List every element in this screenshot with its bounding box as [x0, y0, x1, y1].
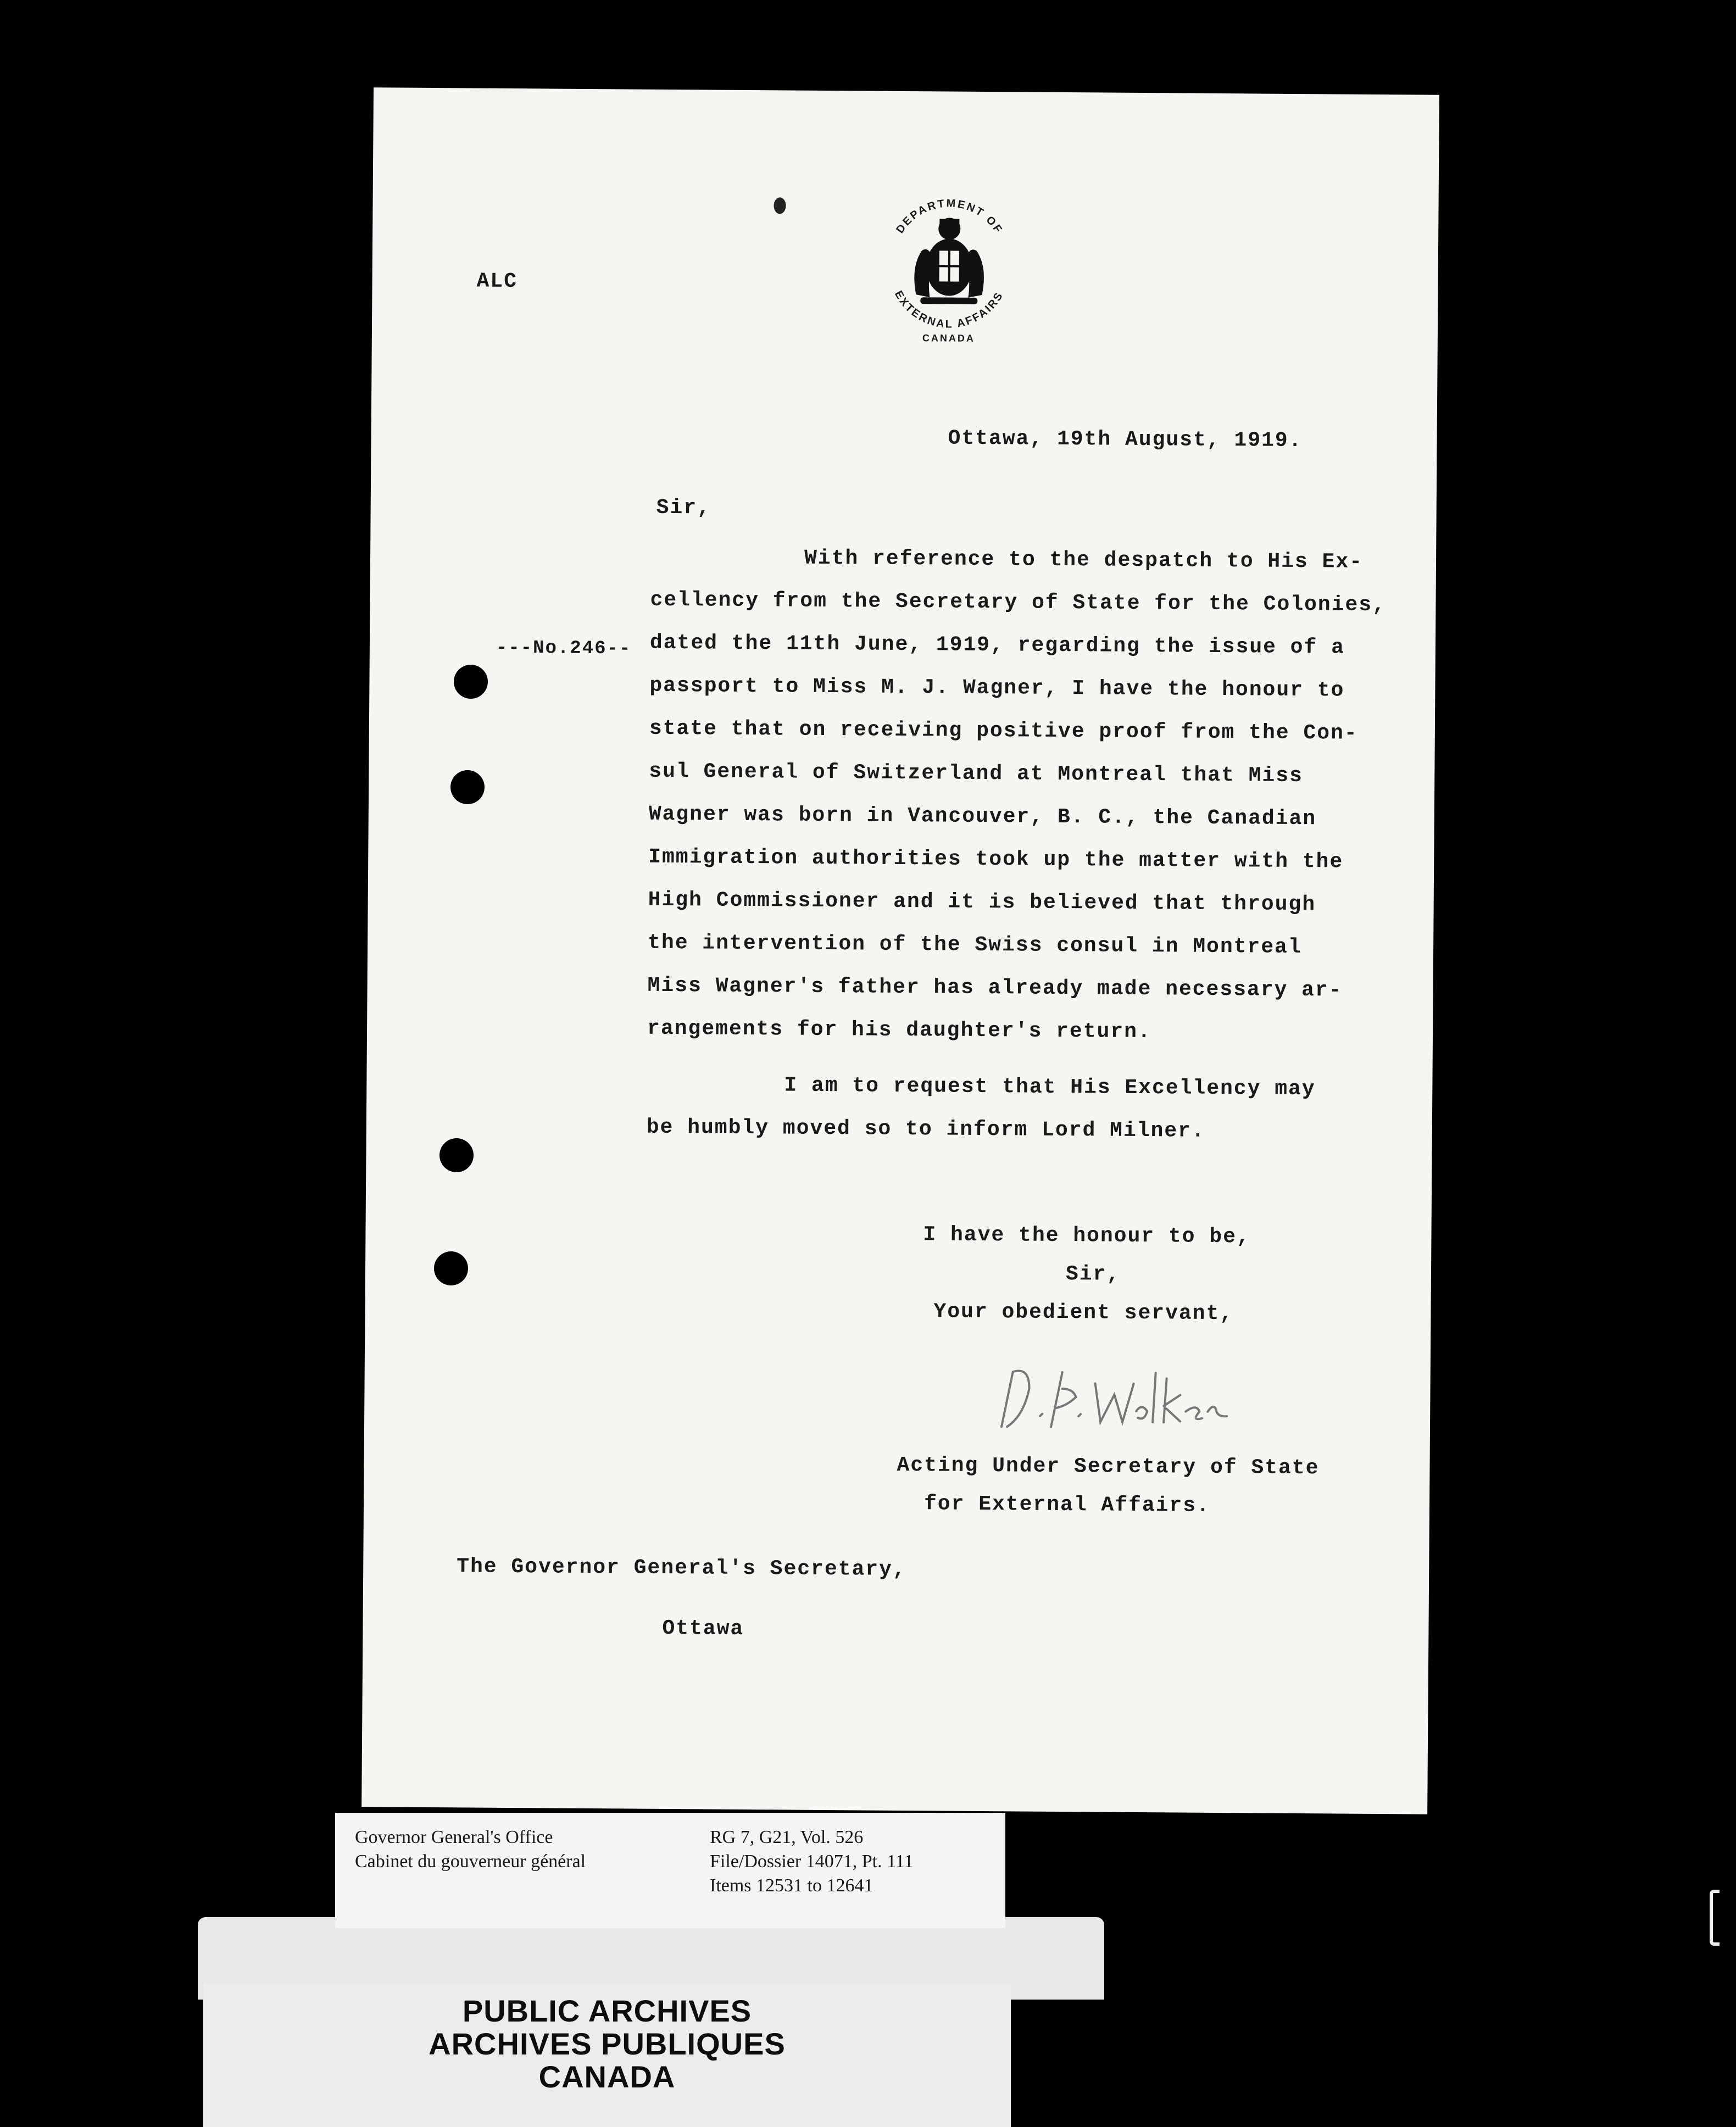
body-line: state that on receiving positive proof from the Con-	[649, 716, 1358, 745]
ink-speck	[774, 197, 786, 214]
label-office-fr: Cabinet du gouverneur général	[355, 1851, 586, 1872]
stamp-line: CANADA	[538, 2059, 676, 2094]
handwritten-signature	[991, 1355, 1244, 1445]
body-line: sul General of Switzerland at Montreal that Miss	[649, 759, 1304, 788]
letter-body	[646, 545, 1392, 1143]
body-line: Wagner was born in Vancouver, B. C., the Canadian	[648, 802, 1317, 831]
stamp-line: ARCHIVES PUBLIQUES	[429, 2026, 786, 2061]
body-line: dated the 11th June, 1919, regarding the issue of a	[649, 631, 1345, 660]
salutation: Sir,	[656, 495, 711, 520]
punch-hole	[454, 665, 488, 699]
label-items: Items 12531 to 12641	[710, 1875, 873, 1896]
punch-hole	[439, 1138, 474, 1172]
svg-text:EXTERNAL AFFAIRS: EXTERNAL AFFAIRS	[892, 288, 1006, 331]
body-line: rangements for his daughter's return.	[647, 1016, 1151, 1044]
svg-text:DEPARTMENT OF: DEPARTMENT OF	[894, 197, 1005, 237]
letter-page	[361, 87, 1439, 1814]
reference-code: ALC	[476, 269, 518, 294]
body-line: cellency from the Secretary of State for the Colonies,	[650, 588, 1387, 617]
label-office-en: Governor General's Office	[355, 1827, 553, 1847]
svg-text:CANADA: CANADA	[922, 332, 975, 344]
body-line: I am to request that His Excellency may	[784, 1073, 1316, 1101]
closing-line: Sir,	[1065, 1262, 1121, 1287]
closing-line: Your obedient servant,	[933, 1300, 1234, 1326]
stamp-line: PUBLIC ARCHIVES	[462, 1994, 752, 2028]
signatory-title: for External Affairs.	[923, 1492, 1211, 1518]
addressee: The Governor General's Secretary,	[457, 1555, 906, 1582]
punch-hole	[434, 1251, 468, 1285]
department-seal	[877, 185, 1021, 345]
addressee: Ottawa	[662, 1616, 744, 1641]
body-line: With reference to the despatch to His Ex-	[804, 546, 1364, 574]
body-line: be humbly moved so to inform Lord Milner.	[646, 1115, 1205, 1143]
archive-label	[335, 1813, 1005, 1928]
margin-note: ---No.246--	[496, 637, 632, 660]
film-edge-mark	[1710, 1890, 1720, 1946]
body-line: the intervention of the Swiss consul in Montreal	[648, 931, 1302, 960]
body-line: Immigration authorities took up the matter with the	[648, 845, 1344, 874]
body-line: High Commissioner and it is believed that through	[648, 888, 1316, 917]
punch-hole	[450, 770, 485, 804]
dateline: Ottawa, 19th August, 1919.	[948, 426, 1303, 453]
body-line: passport to Miss M. J. Wagner, I have the honour to	[649, 673, 1345, 703]
public-archives-stamp	[203, 1983, 1011, 2127]
label-record-group: RG 7, G21, Vol. 526	[710, 1827, 864, 1847]
label-file: File/Dossier 14071, Pt. 111	[710, 1851, 914, 1872]
body-line: Miss Wagner's father has already made necessary ar-	[647, 973, 1343, 1003]
signatory-title: Acting Under Secretary of State	[897, 1453, 1320, 1480]
closing-line: I have the honour to be,	[923, 1223, 1250, 1249]
